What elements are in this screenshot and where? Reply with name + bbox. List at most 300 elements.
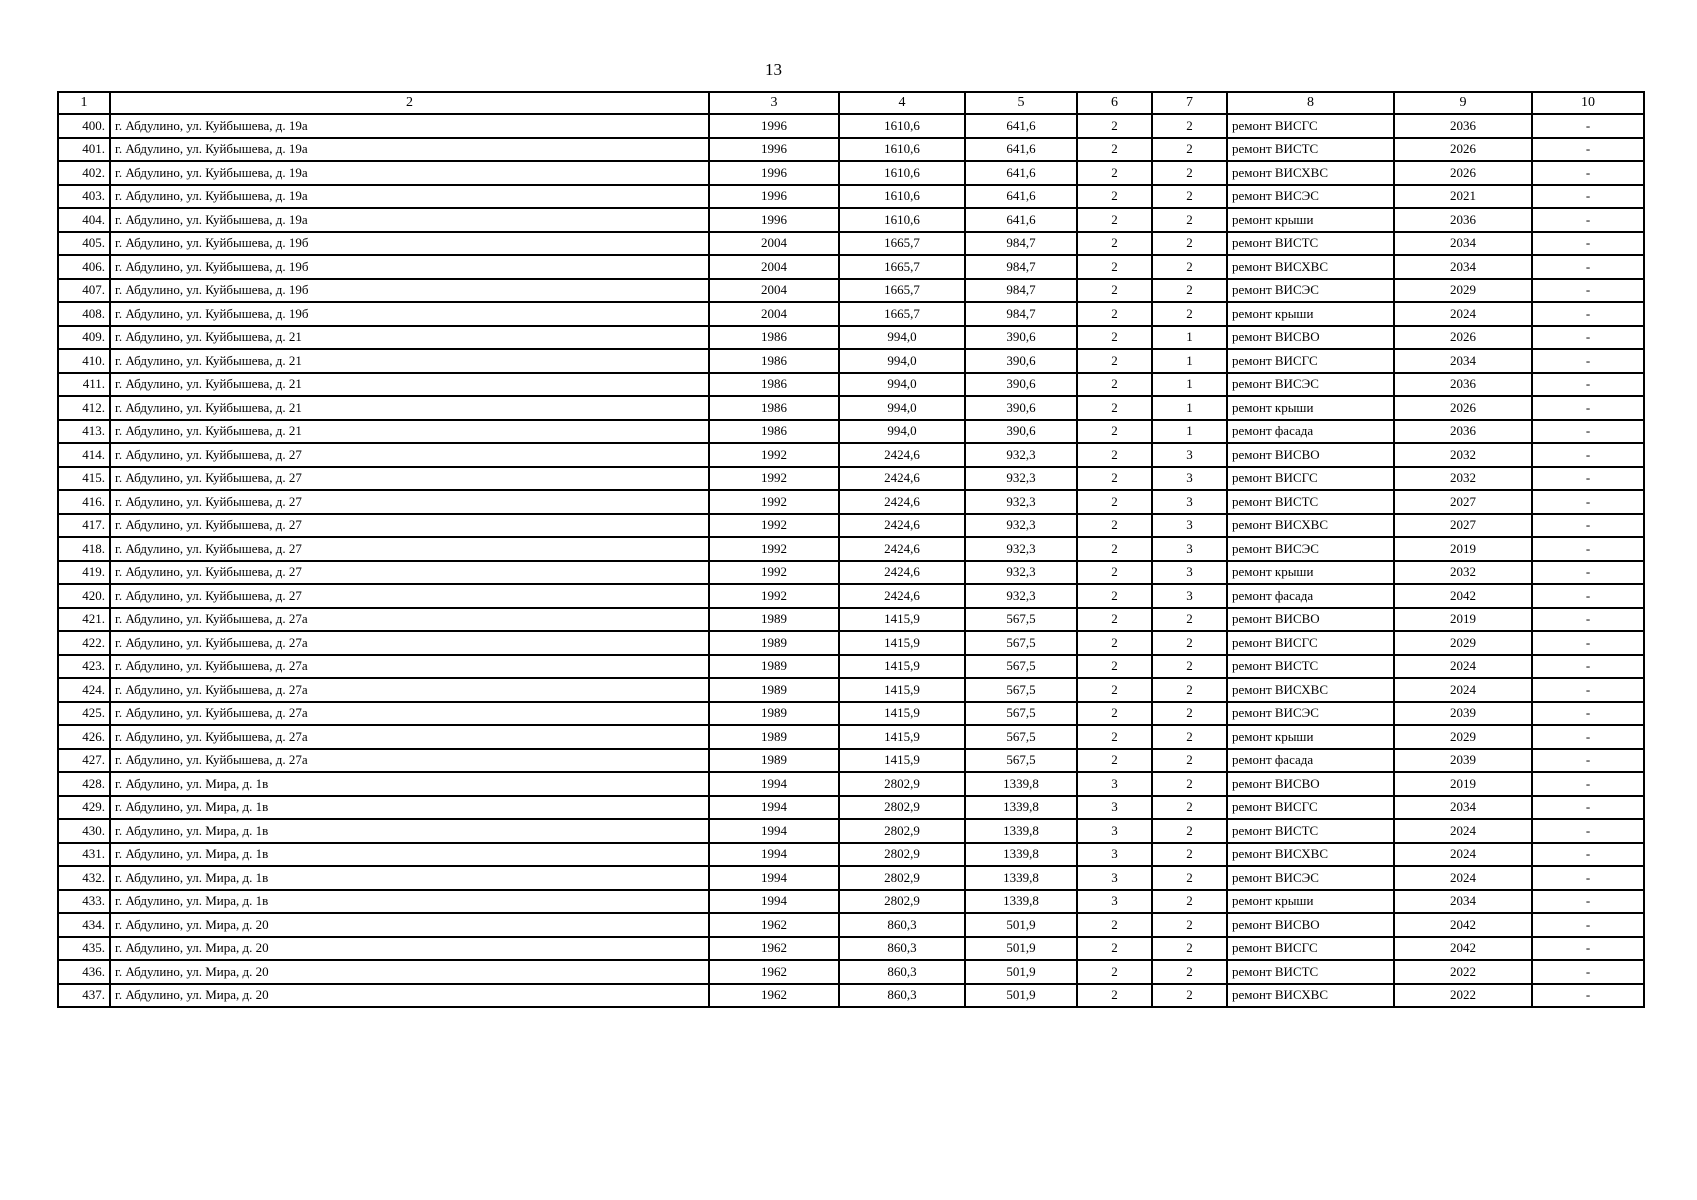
- table-cell-col-7: 2: [1152, 655, 1227, 679]
- table-cell-col-6: 3: [1077, 796, 1152, 820]
- table-cell-col-5: 1339,8: [965, 796, 1077, 820]
- table-cell-col-10: -: [1532, 255, 1644, 279]
- table-cell-col-8: ремонт ВИСТС: [1227, 655, 1394, 679]
- table-cell-col-10: -: [1532, 349, 1644, 373]
- table-cell-col-3: 1962: [709, 913, 839, 937]
- table-cell-col-8: ремонт ВИСЭС: [1227, 537, 1394, 561]
- table-cell-col-3: 1992: [709, 514, 839, 538]
- table-cell-col-9: 2027: [1394, 490, 1532, 514]
- table-cell-col-4: 1415,9: [839, 749, 965, 773]
- table-cell-col-1: 424.: [58, 678, 110, 702]
- table-cell-col-2: г. Абдулино, ул. Куйбышева, д. 27а: [110, 702, 709, 726]
- table-cell-col-3: 1986: [709, 420, 839, 444]
- table-cell-col-6: 2: [1077, 302, 1152, 326]
- table-cell-col-3: 1994: [709, 866, 839, 890]
- table-cell-col-3: 1989: [709, 608, 839, 632]
- table-cell-col-9: 2036: [1394, 114, 1532, 138]
- table-cell-col-10: -: [1532, 913, 1644, 937]
- table-cell-col-1: 430.: [58, 819, 110, 843]
- table-cell-col-3: 1994: [709, 843, 839, 867]
- table-cell-col-2: г. Абдулино, ул. Мира, д. 20: [110, 913, 709, 937]
- table-cell-col-2: г. Абдулино, ул. Мира, д. 1в: [110, 890, 709, 914]
- table-cell-col-9: 2027: [1394, 514, 1532, 538]
- table-cell-col-3: 1989: [709, 702, 839, 726]
- table-cell-col-3: 2004: [709, 279, 839, 303]
- table-cell-col-4: 1415,9: [839, 678, 965, 702]
- table-cell-col-1: 410.: [58, 349, 110, 373]
- table-cell-col-2: г. Абдулино, ул. Куйбышева, д. 27: [110, 584, 709, 608]
- table-cell-col-4: 2424,6: [839, 467, 965, 491]
- table-cell-col-1: 407.: [58, 279, 110, 303]
- table-cell-col-10: -: [1532, 396, 1644, 420]
- table-cell-col-4: 994,0: [839, 326, 965, 350]
- table-cell-col-8: ремонт ВИСГС: [1227, 467, 1394, 491]
- table-cell-col-10: -: [1532, 326, 1644, 350]
- table-cell-col-2: г. Абдулино, ул. Куйбышева, д. 19а: [110, 138, 709, 162]
- table-cell-col-9: 2032: [1394, 467, 1532, 491]
- table-row: [58, 960, 1644, 984]
- table-cell-col-10: -: [1532, 796, 1644, 820]
- table-cell-col-4: 994,0: [839, 373, 965, 397]
- table-cell-col-4: 2802,9: [839, 843, 965, 867]
- table-row: [58, 843, 1644, 867]
- table-cell-col-7: 1: [1152, 396, 1227, 420]
- table-cell-col-7: 1: [1152, 326, 1227, 350]
- table-cell-col-5: 567,5: [965, 702, 1077, 726]
- table-cell-col-6: 2: [1077, 702, 1152, 726]
- table-cell-col-8: ремонт ВИСТС: [1227, 960, 1394, 984]
- table-cell-col-5: 932,3: [965, 561, 1077, 585]
- table-cell-col-3: 2004: [709, 232, 839, 256]
- table-cell-col-7: 2: [1152, 890, 1227, 914]
- table-cell-col-3: 1962: [709, 937, 839, 961]
- table-cell-col-2: г. Абдулино, ул. Куйбышева, д. 19а: [110, 185, 709, 209]
- table-cell-col-7: 2: [1152, 866, 1227, 890]
- table-cell-col-7: 2: [1152, 749, 1227, 773]
- table-cell-col-9: 2022: [1394, 984, 1532, 1008]
- table-cell-col-1: 414.: [58, 443, 110, 467]
- table-cell-col-9: 2029: [1394, 279, 1532, 303]
- table-cell-col-9: 2034: [1394, 796, 1532, 820]
- table-cell-col-4: 1610,6: [839, 161, 965, 185]
- table-cell-col-1: 403.: [58, 185, 110, 209]
- table-cell-col-6: 2: [1077, 373, 1152, 397]
- table-row: [58, 913, 1644, 937]
- table-cell-col-1: 406.: [58, 255, 110, 279]
- table-cell-col-8: ремонт ВИСВО: [1227, 326, 1394, 350]
- table-cell-col-2: г. Абдулино, ул. Куйбышева, д. 27: [110, 443, 709, 467]
- table-cell-col-5: 1339,8: [965, 866, 1077, 890]
- table-cell-col-5: 567,5: [965, 678, 1077, 702]
- table-cell-col-1: 435.: [58, 937, 110, 961]
- table-cell-col-6: 2: [1077, 960, 1152, 984]
- table-cell-col-3: 1989: [709, 678, 839, 702]
- table-cell-col-6: 2: [1077, 185, 1152, 209]
- table-cell-col-4: 2802,9: [839, 772, 965, 796]
- table-cell-col-10: -: [1532, 984, 1644, 1008]
- table-cell-col-6: 2: [1077, 208, 1152, 232]
- table-cell-col-3: 1986: [709, 373, 839, 397]
- table-cell-col-1: 413.: [58, 420, 110, 444]
- table-cell-col-2: г. Абдулино, ул. Куйбышева, д. 27а: [110, 655, 709, 679]
- table-cell-col-2: г. Абдулино, ул. Куйбышева, д. 19а: [110, 114, 709, 138]
- table-cell-col-7: 2: [1152, 843, 1227, 867]
- table-cell-col-1: 402.: [58, 161, 110, 185]
- table-cell-col-7: 1: [1152, 349, 1227, 373]
- table-cell-col-6: 2: [1077, 443, 1152, 467]
- table-cell-col-3: 1996: [709, 208, 839, 232]
- table-cell-col-10: -: [1532, 467, 1644, 491]
- table-cell-col-1: 412.: [58, 396, 110, 420]
- table-cell-col-10: -: [1532, 960, 1644, 984]
- table-cell-col-6: 2: [1077, 279, 1152, 303]
- table-cell-col-5: 641,6: [965, 138, 1077, 162]
- table-cell-col-5: 984,7: [965, 232, 1077, 256]
- table-cell-col-1: 401.: [58, 138, 110, 162]
- table-cell-col-2: г. Абдулино, ул. Куйбышева, д. 21: [110, 396, 709, 420]
- table-cell-col-1: 422.: [58, 631, 110, 655]
- table-cell-col-7: 3: [1152, 514, 1227, 538]
- table-cell-col-2: г. Абдулино, ул. Куйбышева, д. 27а: [110, 749, 709, 773]
- table-cell-col-9: 2034: [1394, 349, 1532, 373]
- table-cell-col-10: -: [1532, 678, 1644, 702]
- table-cell-col-9: 2042: [1394, 584, 1532, 608]
- table-cell-col-2: г. Абдулино, ул. Куйбышева, д. 27а: [110, 608, 709, 632]
- table-cell-col-1: 418.: [58, 537, 110, 561]
- table-row: [58, 420, 1644, 444]
- table-cell-col-9: 2036: [1394, 420, 1532, 444]
- table-cell-col-10: -: [1532, 890, 1644, 914]
- table-row: [58, 490, 1644, 514]
- table-cell-col-9: 2019: [1394, 772, 1532, 796]
- table-cell-col-7: 2: [1152, 255, 1227, 279]
- table-cell-col-1: 423.: [58, 655, 110, 679]
- table-cell-col-4: 2424,6: [839, 537, 965, 561]
- table-cell-col-2: г. Абдулино, ул. Куйбышева, д. 21: [110, 349, 709, 373]
- table-cell-col-6: 2: [1077, 678, 1152, 702]
- table-cell-col-1: 400.: [58, 114, 110, 138]
- table-cell-col-2: г. Абдулино, ул. Куйбышева, д. 19а: [110, 208, 709, 232]
- table-cell-col-5: 1339,8: [965, 819, 1077, 843]
- table-cell-col-7: 2: [1152, 725, 1227, 749]
- table-cell-col-4: 1415,9: [839, 631, 965, 655]
- table-cell-col-5: 390,6: [965, 326, 1077, 350]
- table-cell-col-2: г. Абдулино, ул. Куйбышева, д. 19б: [110, 232, 709, 256]
- table-cell-col-4: 994,0: [839, 349, 965, 373]
- table-cell-col-5: 567,5: [965, 608, 1077, 632]
- table-cell-col-8: ремонт ВИСГС: [1227, 631, 1394, 655]
- table-cell-col-10: -: [1532, 561, 1644, 585]
- table-cell-col-2: г. Абдулино, ул. Куйбышева, д. 27а: [110, 678, 709, 702]
- table-row: [58, 537, 1644, 561]
- table-cell-col-9: 2024: [1394, 655, 1532, 679]
- table-cell-col-4: 1415,9: [839, 608, 965, 632]
- table-cell-col-8: ремонт фасада: [1227, 420, 1394, 444]
- table-cell-col-6: 2: [1077, 326, 1152, 350]
- table-cell-col-4: 1665,7: [839, 255, 965, 279]
- table-cell-col-8: ремонт крыши: [1227, 208, 1394, 232]
- table-cell-col-5: 567,5: [965, 655, 1077, 679]
- table-cell-col-1: 425.: [58, 702, 110, 726]
- table-cell-col-2: г. Абдулино, ул. Куйбышева, д. 27: [110, 490, 709, 514]
- table-cell-col-7: 2: [1152, 937, 1227, 961]
- table-cell-col-3: 1992: [709, 443, 839, 467]
- table-cell-col-2: г. Абдулино, ул. Мира, д. 1в: [110, 819, 709, 843]
- table-cell-col-6: 2: [1077, 514, 1152, 538]
- table-cell-col-5: 501,9: [965, 937, 1077, 961]
- table-cell-col-4: 2802,9: [839, 866, 965, 890]
- table-cell-col-8: ремонт ВИСХВС: [1227, 678, 1394, 702]
- table-cell-col-7: 1: [1152, 373, 1227, 397]
- table-cell-col-2: г. Абдулино, ул. Куйбышева, д. 27: [110, 537, 709, 561]
- table-cell-col-6: 2: [1077, 255, 1152, 279]
- table-cell-col-8: ремонт ВИСТС: [1227, 819, 1394, 843]
- table-cell-col-7: 1: [1152, 420, 1227, 444]
- table-cell-col-4: 1415,9: [839, 725, 965, 749]
- table-cell-col-6: 3: [1077, 890, 1152, 914]
- table-cell-col-10: -: [1532, 537, 1644, 561]
- table-cell-col-6: 2: [1077, 631, 1152, 655]
- table-cell-col-4: 1610,6: [839, 138, 965, 162]
- table-cell-col-7: 2: [1152, 138, 1227, 162]
- table-cell-col-10: -: [1532, 420, 1644, 444]
- table-cell-col-8: ремонт ВИСВО: [1227, 608, 1394, 632]
- table-cell-col-7: 2: [1152, 819, 1227, 843]
- table-cell-col-2: г. Абдулино, ул. Куйбышева, д. 27а: [110, 631, 709, 655]
- table-cell-col-9: 2029: [1394, 725, 1532, 749]
- table-cell-col-1: 411.: [58, 373, 110, 397]
- table-cell-col-6: 3: [1077, 772, 1152, 796]
- table-cell-col-7: 2: [1152, 232, 1227, 256]
- table-cell-col-3: 1962: [709, 984, 839, 1008]
- table-cell-col-4: 2424,6: [839, 490, 965, 514]
- table-cell-col-8: ремонт ВИСГС: [1227, 114, 1394, 138]
- table-cell-col-9: 2032: [1394, 561, 1532, 585]
- table-cell-col-2: г. Абдулино, ул. Куйбышева, д. 27: [110, 514, 709, 538]
- table-cell-col-10: -: [1532, 161, 1644, 185]
- table-cell-col-8: ремонт крыши: [1227, 890, 1394, 914]
- table-cell-col-5: 390,6: [965, 349, 1077, 373]
- table-cell-col-3: 1986: [709, 349, 839, 373]
- table-cell-col-7: 2: [1152, 208, 1227, 232]
- table-cell-col-3: 1989: [709, 725, 839, 749]
- table-cell-col-4: 994,0: [839, 396, 965, 420]
- table-cell-col-7: 2: [1152, 161, 1227, 185]
- table-cell-col-2: г. Абдулино, ул. Мира, д. 20: [110, 937, 709, 961]
- table-cell-col-2: г. Абдулино, ул. Мира, д. 1в: [110, 866, 709, 890]
- table-cell-col-1: 416.: [58, 490, 110, 514]
- table-cell-col-9: 2042: [1394, 913, 1532, 937]
- table-cell-col-8: ремонт фасада: [1227, 749, 1394, 773]
- table-cell-col-9: 2039: [1394, 702, 1532, 726]
- table-cell-col-5: 501,9: [965, 960, 1077, 984]
- table-cell-col-6: 2: [1077, 232, 1152, 256]
- table-row: [58, 584, 1644, 608]
- table-cell-col-1: 433.: [58, 890, 110, 914]
- table-cell-col-5: 932,3: [965, 443, 1077, 467]
- table-cell-col-7: 2: [1152, 702, 1227, 726]
- table-cell-col-5: 641,6: [965, 208, 1077, 232]
- page-number-text: 13: [765, 60, 782, 79]
- table-cell-col-8: ремонт ВИСХВС: [1227, 514, 1394, 538]
- table-cell-col-6: 2: [1077, 608, 1152, 632]
- table-cell-col-4: 860,3: [839, 960, 965, 984]
- table-cell-col-8: ремонт ВИСЭС: [1227, 866, 1394, 890]
- table-row: [58, 373, 1644, 397]
- table-cell-col-8: ремонт ВИСТС: [1227, 232, 1394, 256]
- table-cell-col-10: -: [1532, 749, 1644, 773]
- table-cell-col-6: 2: [1077, 349, 1152, 373]
- table-cell-col-8: ремонт крыши: [1227, 396, 1394, 420]
- table-cell-col-7: 2: [1152, 608, 1227, 632]
- table-cell-col-1: 415.: [58, 467, 110, 491]
- table-cell-col-4: 860,3: [839, 913, 965, 937]
- table-row: [58, 114, 1644, 138]
- table-cell-col-10: -: [1532, 937, 1644, 961]
- table-cell-col-7: 2: [1152, 796, 1227, 820]
- table-cell-col-7: 2: [1152, 631, 1227, 655]
- table-cell-col-9: 2024: [1394, 843, 1532, 867]
- table-cell-col-7: 2: [1152, 984, 1227, 1008]
- table-cell-col-8: ремонт ВИСХВС: [1227, 255, 1394, 279]
- table-cell-col-5: 932,3: [965, 467, 1077, 491]
- table-cell-col-8: ремонт фасада: [1227, 584, 1394, 608]
- table-cell-col-8: ремонт ВИСХВС: [1227, 984, 1394, 1008]
- table-cell-col-4: 2424,6: [839, 561, 965, 585]
- table-cell-col-10: -: [1532, 373, 1644, 397]
- table-cell-col-5: 641,6: [965, 114, 1077, 138]
- table-cell-col-8: ремонт ВИСВО: [1227, 443, 1394, 467]
- table-cell-col-7: 2: [1152, 114, 1227, 138]
- table-row: [58, 890, 1644, 914]
- table-cell-col-1: 404.: [58, 208, 110, 232]
- table-cell-col-4: 860,3: [839, 937, 965, 961]
- table-cell-col-3: 2004: [709, 255, 839, 279]
- table-row: [58, 514, 1644, 538]
- table-header: [58, 92, 1644, 114]
- table-cell-col-10: -: [1532, 514, 1644, 538]
- table-cell-col-9: 2024: [1394, 678, 1532, 702]
- table-cell-col-6: 2: [1077, 114, 1152, 138]
- table-cell-col-6: 3: [1077, 819, 1152, 843]
- table-cell-col-1: 437.: [58, 984, 110, 1008]
- table-cell-col-10: -: [1532, 114, 1644, 138]
- table-cell-col-2: г. Абдулино, ул. Куйбышева, д. 19б: [110, 255, 709, 279]
- table-cell-col-2: г. Абдулино, ул. Куйбышева, д. 21: [110, 420, 709, 444]
- table-cell-col-8: ремонт ВИСВО: [1227, 772, 1394, 796]
- table-cell-col-3: 2004: [709, 302, 839, 326]
- table-row: [58, 255, 1644, 279]
- table-cell-col-4: 1665,7: [839, 232, 965, 256]
- table-cell-col-8: ремонт ВИСЭС: [1227, 373, 1394, 397]
- table-cell-col-9: 2039: [1394, 749, 1532, 773]
- table-cell-col-1: 421.: [58, 608, 110, 632]
- table-cell-col-1: 432.: [58, 866, 110, 890]
- table-cell-col-5: 932,3: [965, 490, 1077, 514]
- table-cell-col-7: 3: [1152, 537, 1227, 561]
- table-cell-col-8: ремонт крыши: [1227, 725, 1394, 749]
- table-cell-col-9: 2034: [1394, 890, 1532, 914]
- table-cell-col-8: ремонт ВИСЭС: [1227, 185, 1394, 209]
- table-cell-col-5: 1339,8: [965, 843, 1077, 867]
- table-cell-col-6: 2: [1077, 913, 1152, 937]
- table-cell-col-5: 984,7: [965, 279, 1077, 303]
- table-cell-col-7: 3: [1152, 443, 1227, 467]
- table-cell-col-6: 2: [1077, 490, 1152, 514]
- table-cell-col-4: 994,0: [839, 420, 965, 444]
- table-row: [58, 232, 1644, 256]
- table-cell-col-8: ремонт ВИСХВС: [1227, 843, 1394, 867]
- table-cell-col-9: 2019: [1394, 608, 1532, 632]
- table-body: [58, 114, 1644, 1007]
- table-cell-col-2: г. Абдулино, ул. Мира, д. 1в: [110, 843, 709, 867]
- table-cell-col-10: -: [1532, 185, 1644, 209]
- column-header-2: 2: [110, 92, 709, 114]
- table-cell-col-3: 1986: [709, 396, 839, 420]
- table-cell-col-7: 2: [1152, 772, 1227, 796]
- table-cell-col-10: -: [1532, 725, 1644, 749]
- table-cell-col-10: -: [1532, 232, 1644, 256]
- table-cell-col-1: 428.: [58, 772, 110, 796]
- table-cell-col-4: 2424,6: [839, 514, 965, 538]
- table-cell-col-5: 390,6: [965, 396, 1077, 420]
- table-cell-col-3: 1996: [709, 161, 839, 185]
- column-header-8: 8: [1227, 92, 1394, 114]
- table-cell-col-3: 1986: [709, 326, 839, 350]
- table-cell-col-10: -: [1532, 490, 1644, 514]
- table-cell-col-2: г. Абдулино, ул. Куйбышева, д. 27а: [110, 725, 709, 749]
- table-cell-col-9: 2032: [1394, 443, 1532, 467]
- table-cell-col-4: 2424,6: [839, 584, 965, 608]
- column-header-1: 1: [58, 92, 110, 114]
- table-cell-col-5: 932,3: [965, 537, 1077, 561]
- table-cell-col-2: г. Абдулино, ул. Мира, д. 20: [110, 960, 709, 984]
- table-cell-col-5: 390,6: [965, 373, 1077, 397]
- table-cell-col-1: 417.: [58, 514, 110, 538]
- table-cell-col-1: 427.: [58, 749, 110, 773]
- table-cell-col-3: 1989: [709, 749, 839, 773]
- table-cell-col-2: г. Абдулино, ул. Мира, д. 1в: [110, 772, 709, 796]
- table-row: [58, 349, 1644, 373]
- table-cell-col-5: 1339,8: [965, 890, 1077, 914]
- table-cell-col-9: 2029: [1394, 631, 1532, 655]
- table-cell-col-7: 2: [1152, 960, 1227, 984]
- table-cell-col-4: 2802,9: [839, 890, 965, 914]
- table-cell-col-7: 2: [1152, 913, 1227, 937]
- table-cell-col-10: -: [1532, 702, 1644, 726]
- table-cell-col-6: 2: [1077, 561, 1152, 585]
- table-row: [58, 279, 1644, 303]
- table-row: [58, 984, 1644, 1008]
- table-row: [58, 655, 1644, 679]
- table-cell-col-1: 434.: [58, 913, 110, 937]
- table-cell-col-7: 2: [1152, 279, 1227, 303]
- table-cell-col-6: 2: [1077, 984, 1152, 1008]
- table-cell-col-8: ремонт ВИСГС: [1227, 937, 1394, 961]
- table-cell-col-4: 1415,9: [839, 655, 965, 679]
- table-row: [58, 161, 1644, 185]
- table-cell-col-1: 408.: [58, 302, 110, 326]
- column-header-5: 5: [965, 92, 1077, 114]
- table-cell-col-10: -: [1532, 279, 1644, 303]
- table-cell-col-3: 1992: [709, 537, 839, 561]
- table-cell-col-5: 501,9: [965, 913, 1077, 937]
- table-cell-col-10: -: [1532, 843, 1644, 867]
- table-cell-col-9: 2034: [1394, 255, 1532, 279]
- table-cell-col-4: 860,3: [839, 984, 965, 1008]
- table-cell-col-6: 2: [1077, 467, 1152, 491]
- table-row: [58, 725, 1644, 749]
